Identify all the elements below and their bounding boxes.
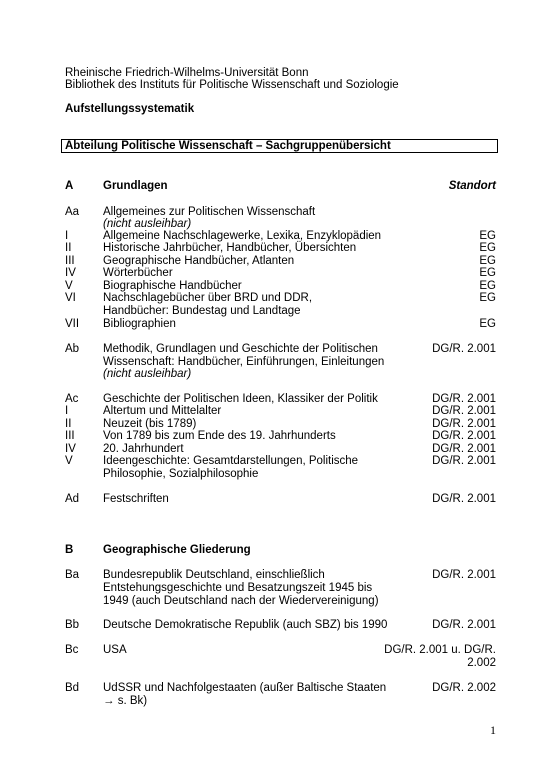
row-code: IV (65, 267, 76, 279)
row-description: Allgemeine Nachschlagewerke, Lexika, Enzyklopädien (103, 230, 382, 242)
row-code: II (65, 418, 72, 430)
row-description: Geschichte der Politischen Ideen, Klassiker der Politik (103, 393, 378, 405)
row-code: VI (65, 292, 76, 304)
row-description: Ideengeschichte: Gesamtdarstellungen, Politische (103, 455, 359, 467)
row-code: III (65, 255, 75, 267)
row-description: Festschriften (103, 493, 169, 505)
row-location: DG/R. 2.001 (432, 393, 496, 405)
page-number: 1 (490, 723, 496, 737)
row-description: Handbücher: Bundestag und Landtage (103, 305, 301, 317)
row-description: 20. Jahrhundert (103, 443, 184, 455)
location-header: Standort (448, 180, 496, 192)
row-description: Methodik, Grundlagen und Geschichte der Politischen (103, 343, 378, 355)
row-location: EG (479, 280, 496, 292)
row-description: Wissenschaft: Handbücher, Einführungen, Einleitungen (103, 356, 385, 368)
row-code: V (65, 280, 73, 292)
group-b-title: Geographische Gliederung (103, 544, 251, 556)
row-description: Wörterbücher (103, 267, 173, 279)
row-note: (nicht ausleihbar) (103, 218, 192, 230)
row-description: Bundesrepublik Deutschland, einschließlich (103, 569, 325, 581)
row-description: Philosophie, Sozialphilosophie (103, 468, 259, 480)
row-description: Nachschlagebücher über BRD und DDR, (103, 292, 313, 304)
row-location: DG/R. 2.001 (432, 455, 496, 467)
section-title: Abteilung Politische Wissenschaft – Sachgruppenübersicht (65, 140, 391, 152)
row-location: DG/R. 2.001 (432, 569, 496, 581)
row-location: DG/R. 2.001 u. DG/R. (384, 644, 496, 656)
row-location: DG/R. 2.001 (432, 418, 496, 430)
document-title: Aufstellungssystematik (65, 103, 195, 115)
row-code: IV (65, 443, 76, 455)
row-code: Bb (65, 619, 80, 631)
row-code: Ab (65, 343, 80, 355)
row-code: I (65, 230, 69, 242)
row-location: DG/R. 2.001 (432, 405, 496, 417)
row-location: DG/R. 2.002 (432, 682, 496, 694)
row-location: DG/R. 2.001 (432, 443, 496, 455)
row-location: EG (479, 292, 496, 304)
row-description: USA (103, 644, 127, 656)
row-code: Ba (65, 569, 80, 581)
row-note: (nicht ausleihbar) (103, 368, 192, 380)
row-description: Von 1789 bis zum Ende des 19. Jahrhunderts (103, 430, 336, 442)
row-description: Deutsche Demokratische Republik (auch SBZ) bis 1990 (103, 619, 388, 631)
row-location: DG/R. 2.001 (432, 619, 496, 631)
row-code: I (65, 405, 69, 417)
university-name: Rheinische Friedrich-Wilhelms-Universität Bonn (65, 67, 309, 79)
row-description: Historische Jahrbücher, Handbücher, Übersichten (103, 242, 357, 254)
row-code: V (65, 455, 73, 467)
row-description: Neuzeit (bis 1789) (103, 418, 197, 430)
group-a-title: Grundlagen (103, 180, 168, 192)
row-description: Altertum und Mittelalter (103, 405, 222, 417)
row-description: Bibliographien (103, 318, 176, 330)
row-location: EG (479, 267, 496, 279)
row-code: Bd (65, 682, 80, 694)
row-location: EG (479, 230, 496, 242)
library-name: Bibliothek des Instituts für Politische Wissenschaft und Soziologie (65, 79, 399, 91)
row-description: 1949 (auch Deutschland nach der Wiedervereinigung) (103, 595, 379, 607)
row-description: Entstehungsgeschichte und Besatzungszeit 1945 bis (103, 582, 373, 594)
row-code: Bc (65, 644, 79, 656)
row-location: EG (479, 318, 496, 330)
row-description: Geographische Handbücher, Atlanten (103, 255, 295, 267)
row-code: Ac (65, 393, 79, 405)
row-code: Aa (65, 206, 80, 218)
row-description: Biographische Handbücher (103, 280, 242, 292)
row-code: II (65, 242, 72, 254)
row-location: EG (479, 242, 496, 254)
row-location: DG/R. 2.001 (432, 343, 496, 355)
row-location: EG (479, 255, 496, 267)
group-b-code: B (65, 544, 74, 556)
row-description: Allgemeines zur Politischen Wissenschaft (103, 206, 316, 218)
row-code: Ad (65, 493, 80, 505)
row-code: VII (65, 318, 80, 330)
row-location: DG/R. 2.001 (432, 430, 496, 442)
row-location: 2.002 (467, 657, 496, 669)
row-description: UdSSR und Nachfolgestaaten (außer Baltische Staaten (103, 682, 387, 694)
row-code: III (65, 430, 75, 442)
row-location: DG/R. 2.001 (432, 493, 496, 505)
row-description: → s. Bk) (103, 695, 148, 707)
group-a-code: A (65, 180, 74, 192)
